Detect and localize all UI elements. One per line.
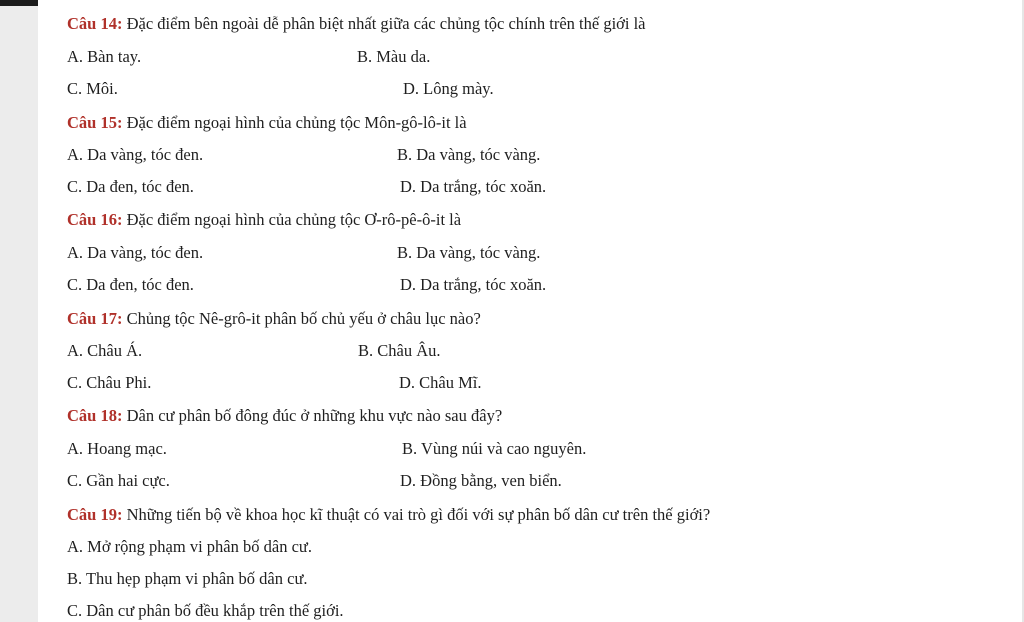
question-15-text: Đặc điểm ngoại hình của chủng tộc Môn-gô-lô-it là: [122, 113, 467, 132]
question-16-option-b: B. Da vàng, tóc vàng.: [397, 243, 541, 262]
question-17-option-b: B. Châu Âu.: [358, 341, 441, 360]
question-16-option-c: C. Da đen, tóc đen.: [67, 275, 194, 294]
left-margin-strip: [0, 0, 38, 622]
question-17-option-a: A. Châu Á.: [67, 341, 143, 360]
question-14: [67, 14, 646, 34]
question-14-text: Đặc điểm bên ngoài dễ phân biệt nhất giữa các chủng tộc chính trên thế giới là: [122, 14, 646, 33]
question-15-option-d: D. Da trắng, tóc xoăn.: [400, 177, 547, 196]
question-17: [67, 309, 481, 329]
question-15-option-a: A. Da vàng, tóc đen.: [67, 145, 204, 164]
question-14-option-d: D. Lông mày.: [403, 79, 494, 98]
question-19-option-c: C. Dân cư phân bố đều khắp trên thế giới.: [67, 601, 344, 620]
question-16: [67, 210, 461, 230]
question-19-text: Những tiến bộ về khoa học kĩ thuật có vai trò gì đối với sự phân bố dân cư trên thế giới?: [122, 505, 711, 524]
question-18-label: Câu 18:: [67, 406, 123, 425]
question-16-option-d: D. Da trắng, tóc xoăn.: [400, 275, 547, 294]
question-14-option-c: C. Môi.: [67, 79, 118, 98]
question-14-option-a: A. Bàn tay.: [67, 47, 142, 66]
question-16-option-a: A. Da vàng, tóc đen.: [67, 243, 204, 262]
left-margin-corner: [0, 0, 38, 6]
question-17-option-d: D. Châu Mĩ.: [399, 373, 482, 392]
question-19: [67, 505, 710, 525]
question-19-option-a: A. Mở rộng phạm vi phân bố dân cư.: [67, 537, 312, 556]
question-17-label: Câu 17:: [67, 309, 123, 328]
question-15-option-c: C. Da đen, tóc đen.: [67, 177, 194, 196]
question-18-text: Dân cư phân bố đông đúc ở những khu vực nào sau đây?: [122, 406, 503, 425]
question-15-label: Câu 15:: [67, 113, 123, 132]
question-18-option-a: A. Hoang mạc.: [67, 439, 167, 458]
question-17-option-c: C. Châu Phi.: [67, 373, 152, 392]
question-15: [67, 113, 467, 133]
question-14-label: Câu 14:: [67, 14, 123, 33]
question-17-text: Chủng tộc Nê-grô-it phân bố chủ yếu ở châu lục nào?: [122, 309, 481, 328]
question-18: [67, 406, 502, 426]
question-18-option-d: D. Đồng bằng, ven biển.: [400, 471, 562, 490]
question-18-option-c: C. Gần hai cực.: [67, 471, 170, 490]
question-16-text: Đặc điểm ngoại hình của chủng tộc Ơ-rô-pê-ô-it là: [122, 210, 462, 229]
question-18-option-b: B. Vùng núi và cao nguyên.: [402, 439, 587, 458]
question-15-option-b: B. Da vàng, tóc vàng.: [397, 145, 541, 164]
question-16-label: Câu 16:: [67, 210, 123, 229]
question-19-option-b: B. Thu hẹp phạm vi phân bố dân cư.: [67, 569, 308, 588]
question-19-label: Câu 19:: [67, 505, 123, 524]
question-14-option-b: B. Màu da.: [357, 47, 431, 66]
